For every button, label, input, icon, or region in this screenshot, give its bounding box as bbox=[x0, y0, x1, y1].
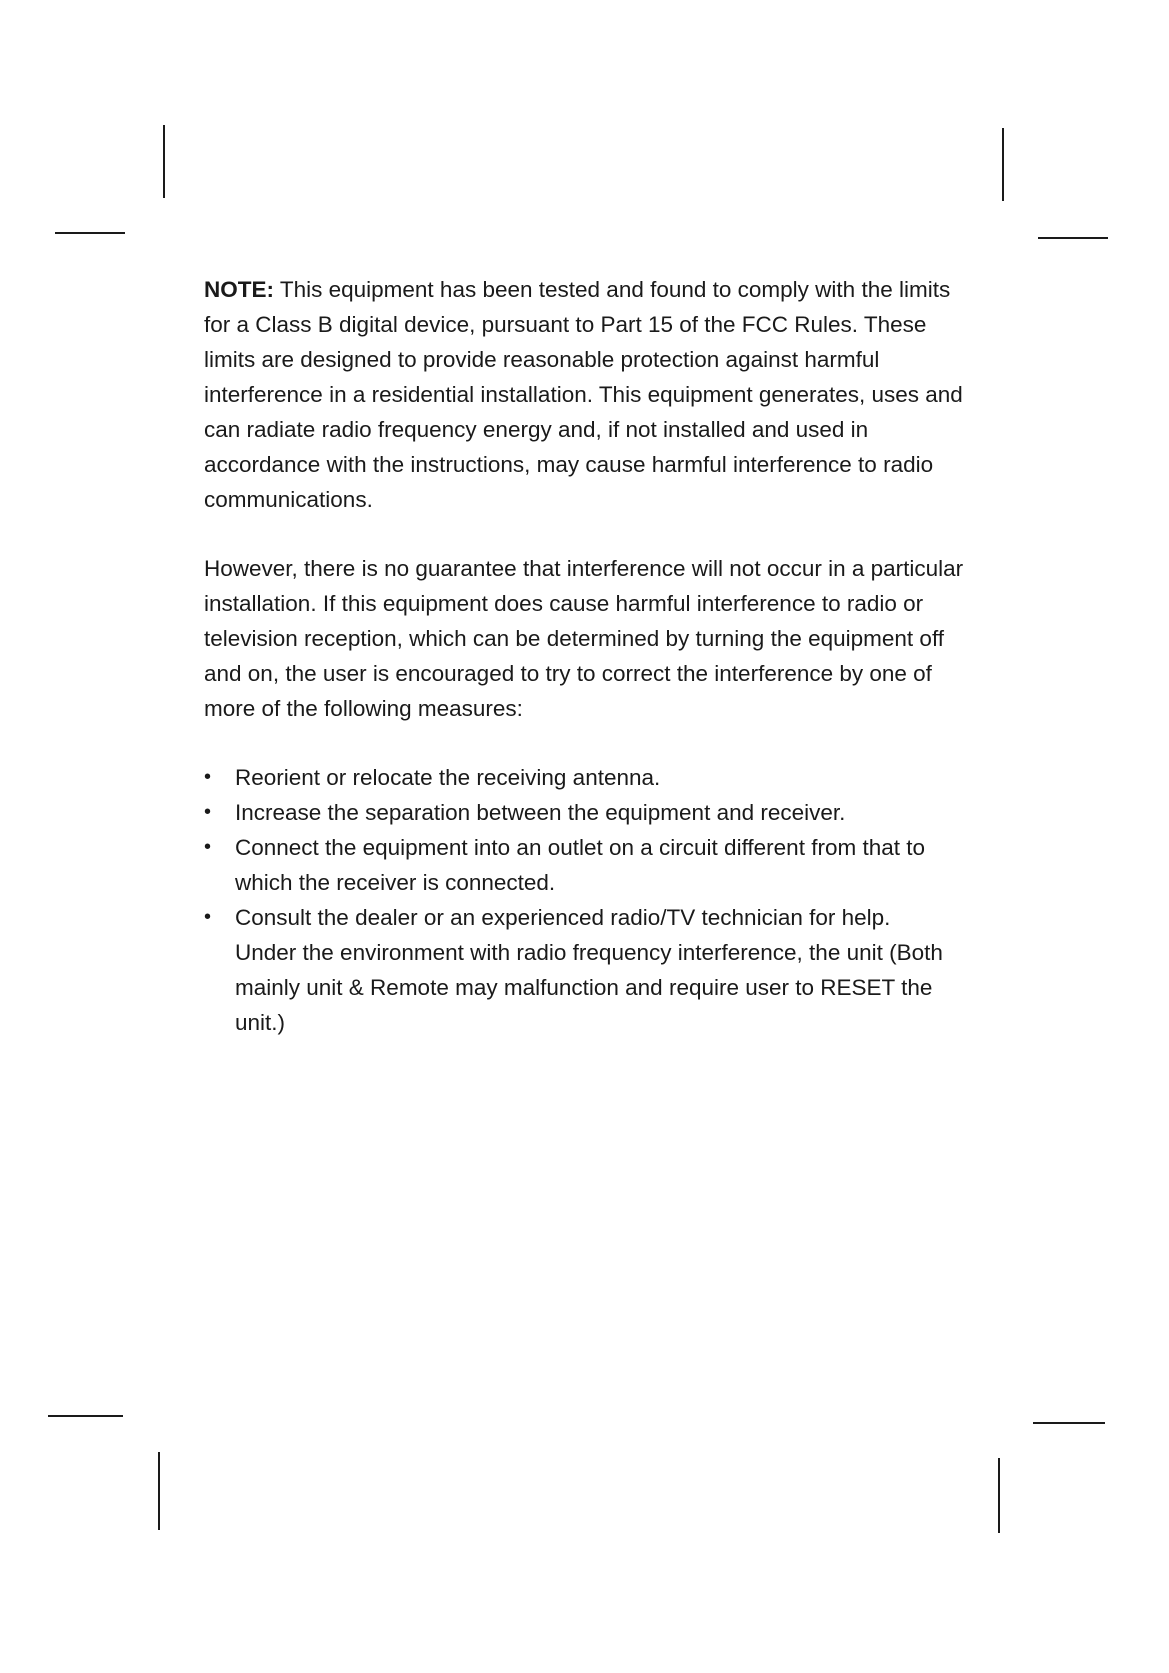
crop-mark-top-left-horizontal bbox=[55, 232, 125, 234]
list-item-text: Consult the dealer or an experienced radio/TV technician for help. bbox=[235, 905, 891, 930]
list-item-continuation: Under the environment with radio frequency interference, the unit (Both mainly unit & Remote may malfunction and require user to RESET the unit.) bbox=[235, 940, 943, 1035]
crop-mark-top-right-vertical bbox=[1002, 128, 1004, 201]
list-item-text: Reorient or relocate the receiving antenna. bbox=[235, 765, 661, 790]
crop-mark-top-left-vertical bbox=[163, 125, 165, 198]
document-body bbox=[204, 272, 974, 1040]
note-label: NOTE: bbox=[204, 277, 274, 302]
bullet-icon: • bbox=[204, 836, 212, 858]
bullet-icon: • bbox=[204, 766, 212, 788]
list-item bbox=[204, 795, 974, 830]
crop-mark-bottom-left-vertical bbox=[158, 1452, 160, 1530]
list-item-text: Connect the equipment into an outlet on a circuit different from that to which the receiver is connected. bbox=[235, 835, 925, 895]
list-item bbox=[204, 830, 974, 900]
bullet-icon: • bbox=[204, 906, 212, 928]
bullet-icon: • bbox=[204, 801, 212, 823]
list-item bbox=[204, 900, 974, 1040]
note-paragraph bbox=[204, 272, 974, 517]
crop-mark-bottom-right-vertical bbox=[998, 1458, 1000, 1533]
list-item-text: Increase the separation between the equipment and receiver. bbox=[235, 800, 846, 825]
crop-mark-bottom-right-horizontal bbox=[1033, 1422, 1105, 1424]
however-paragraph: However, there is no guarantee that interference will not occur in a particular installation. If this equipment does cause harmful interference to radio or television reception, which can be determined by turning the equipment off and on, the user is encouraged to try to correct the interference by one of more of the following measures: bbox=[204, 556, 964, 721]
crop-mark-bottom-left-horizontal bbox=[48, 1415, 123, 1417]
list-item bbox=[204, 760, 974, 795]
note-text: This equipment has been tested and found to comply with the limits for a Class B digital device, pursuant to Part 15 of the FCC Rules. These limits are designed to provide reasonable protection against harmful interference in a residential installation. This equipment generates, uses and can radiate radio frequency energy and, if not installed and used in accordance with the instructions, may cause harmful interference to radio communications. bbox=[204, 277, 963, 512]
measures-list bbox=[204, 760, 974, 1040]
crop-mark-top-right-horizontal bbox=[1038, 237, 1108, 239]
